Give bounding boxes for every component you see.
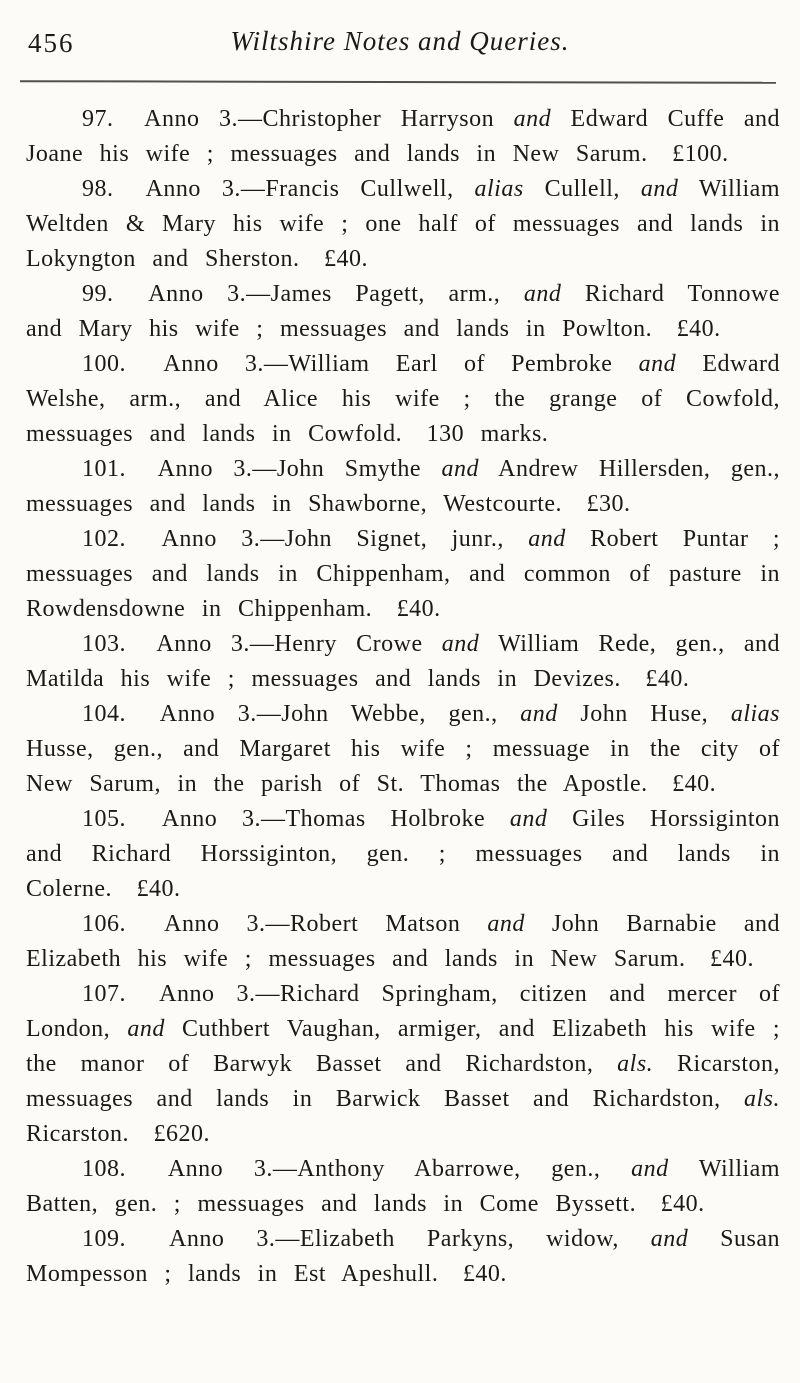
entry-paragraph bbox=[26, 452, 780, 522]
entry-paragraph bbox=[26, 907, 780, 977]
entry-text: 105. Anno 3.—Thomas Holbroke bbox=[82, 806, 510, 832]
entry-text: 108. Anno 3.—Anthony Abarrowe, gen., bbox=[82, 1156, 632, 1182]
entry-text: 100. Anno 3.—William Earl of Pembroke bbox=[82, 351, 639, 377]
entry-paragraph bbox=[26, 277, 780, 347]
entry-paragraph bbox=[26, 977, 780, 1152]
entry-text: Edward Welshe, arm., and Alice his wife ; the grange of Cowfold, messuages and lands in Cowfold. 130 marks. bbox=[26, 351, 781, 447]
entry-text: Husse, gen., and Margaret his wife ; messuage in the city of New Sarum, in the parish of St. Thomas the Apostle. £40. bbox=[26, 736, 780, 797]
entry-text: 103. Anno 3.—Henry Crowe bbox=[82, 631, 442, 657]
entry-text: John Huse, bbox=[557, 701, 731, 727]
entry-paragraph bbox=[26, 1222, 780, 1292]
entry-text: 109. Anno 3.—Elizabeth Parkyns, widow, bbox=[82, 1226, 651, 1252]
entry-paragraph bbox=[26, 522, 780, 627]
italic-term: and bbox=[509, 806, 548, 832]
italic-term: als. bbox=[617, 1051, 654, 1077]
italic-term: alias bbox=[474, 176, 524, 202]
entry-text: Robert Puntar ; messuages and lands in Chippenham, and common of pasture in Rowdensdowne in Chippenham. £40. bbox=[26, 526, 780, 622]
italic-term: and bbox=[528, 526, 566, 552]
italic-term: and bbox=[631, 1156, 669, 1182]
entry-text: John Barnabie and Elizabeth his wife ; messuages and lands in New Sarum. £40. bbox=[26, 911, 780, 972]
entry-text: William Batten, gen. ; messuages and lands in Come Byssett. £40. bbox=[26, 1156, 781, 1217]
entry-paragraph bbox=[26, 347, 780, 452]
entries-list bbox=[0, 84, 800, 1292]
entry-paragraph bbox=[26, 697, 780, 802]
entry-text: Richard Tonnowe and Mary his wife ; messuages and lands in Powlton. £40. bbox=[26, 281, 780, 342]
entry-text: 101. Anno 3.—John Smythe bbox=[82, 456, 442, 482]
italic-term: alias bbox=[730, 701, 780, 727]
entry-text: 107. Anno 3.—Richard Springham, citizen and mercer of London, bbox=[26, 981, 780, 1042]
entry-paragraph bbox=[26, 102, 780, 172]
entry-paragraph bbox=[26, 627, 780, 697]
entry-text: Ricarston, messuages and lands in Barwick Basset and Richardston, bbox=[26, 1051, 780, 1112]
entry-text: Cullell, bbox=[523, 176, 641, 202]
entry-text: 97. Anno 3.—Christopher Harryson bbox=[82, 106, 514, 132]
running-title: Wiltshire Notes and Queries. bbox=[230, 26, 570, 56]
italic-term: and bbox=[638, 351, 677, 377]
entry-text: 102. Anno 3.—John Signet, junr., bbox=[82, 526, 529, 552]
entry-text: 99. Anno 3.—James Pagett, arm., bbox=[82, 281, 524, 307]
entry-text: Ricarston. £620. bbox=[26, 1121, 210, 1147]
italic-term: and bbox=[650, 1226, 689, 1252]
italic-term: als. bbox=[743, 1086, 780, 1112]
entry-text: Cuthbert Vaughan, armiger, and Elizabeth his wife ; the manor of Barwyk Basset and Richardston, bbox=[26, 1016, 780, 1077]
italic-term: and bbox=[520, 701, 558, 727]
italic-term: and bbox=[640, 176, 679, 202]
italic-term: and bbox=[441, 456, 480, 482]
italic-term: and bbox=[513, 106, 552, 132]
page-number: 456 bbox=[28, 28, 75, 58]
entry-text: William Weltden & Mary his wife ; one half of messuages and lands in Lokyngton and Sherston. £40. bbox=[26, 176, 781, 272]
entry-text: Edward Cuffe and Joane his wife ; messuages and lands in New Sarum. £100. bbox=[26, 106, 781, 167]
header-rule bbox=[20, 80, 776, 84]
entry-text: 104. Anno 3.—John Webbe, gen., bbox=[82, 701, 521, 727]
entry-text: Susan Mompesson ; lands in Est Apeshull. £40. bbox=[26, 1226, 781, 1287]
entry-text: 98. Anno 3.—Francis Cullwell, bbox=[82, 176, 475, 202]
entry-text: Andrew Hillersden, gen., messuages and lands in Shawborne, Westcourte. £30. bbox=[26, 456, 780, 517]
entry-text: William Rede, gen., and Matilda his wife ; messuages and lands in Devizes. £40. bbox=[26, 631, 780, 692]
entry-paragraph bbox=[26, 1152, 780, 1222]
entry-paragraph bbox=[26, 802, 780, 907]
italic-term: and bbox=[523, 281, 562, 307]
italic-term: and bbox=[487, 911, 525, 937]
entry-text: 106. Anno 3.—Robert Matson bbox=[82, 911, 488, 937]
entry-text: Giles Horssiginton and Richard Horssiginton, gen. ; messuages and lands in Colerne. £40. bbox=[26, 806, 780, 902]
page-header bbox=[0, 0, 800, 84]
entry-paragraph bbox=[26, 172, 780, 277]
italic-term: and bbox=[127, 1016, 165, 1042]
italic-term: and bbox=[441, 631, 480, 657]
